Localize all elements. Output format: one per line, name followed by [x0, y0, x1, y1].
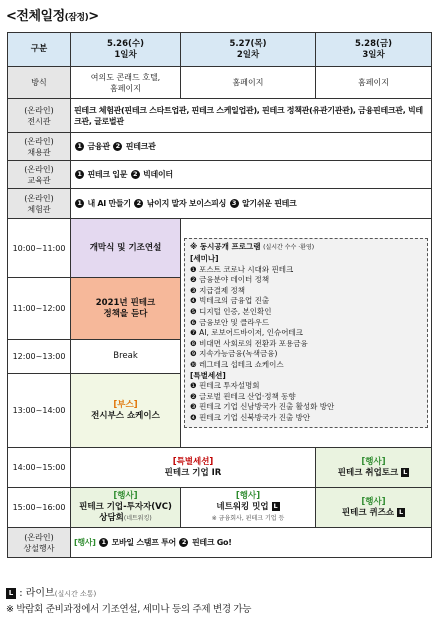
ir-session: [특별세션] 핀테크 기업 IR	[71, 448, 316, 488]
slot-10	[8, 219, 432, 278]
hire-text: 1 금융관 2 핀테크관	[71, 133, 432, 161]
time-12: 12:00~13:00	[8, 340, 71, 374]
header-category: 구분	[8, 33, 71, 67]
live-icon: L	[6, 588, 16, 599]
time-13: 13:00~14:00	[8, 374, 71, 448]
method-label: 방식	[8, 67, 71, 99]
hire-label: (온라인) 채용관	[8, 133, 71, 161]
number-badge: 2	[134, 199, 143, 208]
seminar-item: ❻ 금융보안 및 클라우드	[190, 317, 270, 327]
seminar-area	[181, 219, 432, 448]
seminar-item: ❹ 빅테크의 금융업 진출	[190, 296, 270, 306]
opening-session: 개막식 및 기조연설	[71, 219, 181, 278]
number-badge: 2	[113, 142, 122, 151]
exhibit-label: (온라인) 전시관	[8, 99, 71, 133]
time-15: 15:00~16:00	[8, 488, 71, 528]
job-talk-session: [행사] 핀테크 취업토크 L	[316, 448, 432, 488]
time-10: 10:00~11:00	[8, 219, 71, 278]
edu-text: 1 핀테크 입문 2 빅데이터	[71, 161, 432, 189]
seminar-section: [세미나]	[190, 254, 219, 264]
vc-session: [행사] 핀테크 기업-투자자(VC) 상담회(네트워킹)	[71, 488, 181, 528]
quiz-session: [행사] 핀테크 퀴즈쇼 L	[316, 488, 432, 528]
live-icon: L	[273, 502, 278, 510]
seminar-item: ❷ 금융분야 데이터 정책	[190, 275, 270, 285]
networking-session: [행사] 네트워킹 밋업 L ※ 금융회사, 핀테크 기업 등	[181, 488, 316, 528]
header-day1: 5.26(수) 1일차	[71, 33, 181, 67]
header-day2: 5.27(목) 2일차	[181, 33, 316, 67]
live-icon: L	[403, 467, 408, 476]
seminar-box	[184, 238, 428, 427]
seminar-heading: ※ 동시공개 프로그램 (실시간 수수 ·환영)	[190, 242, 315, 252]
slot-15	[8, 488, 432, 528]
seminar-item: ❼ AI, 로보어드바이저, 인슈어테크	[190, 328, 303, 338]
seminar-item: ❺ 디지털 인증, 본인확인	[190, 307, 272, 317]
exhibit-text: 핀테크 체험관(핀테크 스타트업관, 핀테크 스케일업관), 핀테크 정책관(유관기관관), 금융핀테크관, 빅테크관, 글로벌관	[71, 99, 432, 133]
method-day2: 홈페이지	[181, 67, 316, 99]
time-14: 14:00~15:00	[8, 448, 71, 488]
fintech-policy-session: 2021년 핀테크 정책을 듣다	[71, 278, 181, 340]
number-badge: 3	[230, 199, 239, 208]
seminar-item: ❸ 지급결제 정책	[190, 285, 245, 295]
exhibit-row	[8, 99, 432, 133]
promo-text: [행사] 1 모바일 스탬프 투어 2 핀테크 Go!	[71, 528, 432, 558]
break-session: Break	[71, 340, 181, 374]
number-badge: 1	[75, 142, 84, 151]
seminar-item: ❸ 핀테크 기업 신남방국가 진출 활성화 방안	[190, 402, 335, 412]
live-icon: L	[399, 507, 404, 516]
method-row	[8, 67, 432, 99]
time-11: 11:00~12:00	[8, 278, 71, 340]
method-day3: 홈페이지	[316, 67, 432, 99]
seminar-item: ❶ 포스트 코로나 시대와 핀테크	[190, 264, 294, 274]
seminar-item: ❹ 핀테크 기업 신북방국가 진출 방안	[190, 412, 311, 422]
number-badge: 2	[179, 538, 188, 547]
footnote: ※ 박람회 준비과정에서 기조연설, 세미나 등의 주제 변경 가능	[6, 604, 252, 615]
promo-label: (온라인) 상설행사	[8, 528, 71, 558]
number-badge: 2	[131, 170, 140, 179]
number-badge: 1	[75, 170, 84, 179]
number-badge: 1	[75, 199, 84, 208]
seminar-item: ❶ 핀테크 투자설명회	[190, 381, 260, 391]
booth-session: [부스] 전시부스 쇼케이스	[71, 374, 181, 448]
edu-label: (온라인) 교육관	[8, 161, 71, 189]
seminar-item: ❾ 지속가능금융(녹색금융)	[190, 349, 278, 359]
page-title: <전체일정(잠정)>	[6, 9, 99, 24]
special-section: [특별세션]	[190, 370, 226, 380]
slot-14	[8, 448, 432, 488]
method-day1: 여의도 콘래드 호텔, 홈페이지	[71, 67, 181, 99]
promo-row	[8, 528, 432, 558]
seminar-item: ❿ 레그테크 섭테크 쇼케이스	[190, 359, 284, 369]
exp-row	[8, 189, 432, 219]
number-badge: 1	[99, 538, 108, 547]
header-day3: 5.28(금) 3일차	[316, 33, 432, 67]
schedule-table	[7, 32, 432, 558]
hire-row	[8, 133, 432, 161]
seminar-item: ❽ 비대면 사회로의 전환과 포용금융	[190, 338, 308, 348]
exp-label: (온라인) 체험관	[8, 189, 71, 219]
live-legend: L : 라이브(실시간 소통)	[6, 584, 96, 599]
edu-row	[8, 161, 432, 189]
exp-text: 1 내 AI 만들기 2 낚이지 말자 보이스피싱 3 알기쉬운 핀테크	[71, 189, 432, 219]
seminar-item: ❷ 글로벌 핀테크 산업·정책 동향	[190, 391, 296, 401]
header-row	[8, 33, 432, 67]
